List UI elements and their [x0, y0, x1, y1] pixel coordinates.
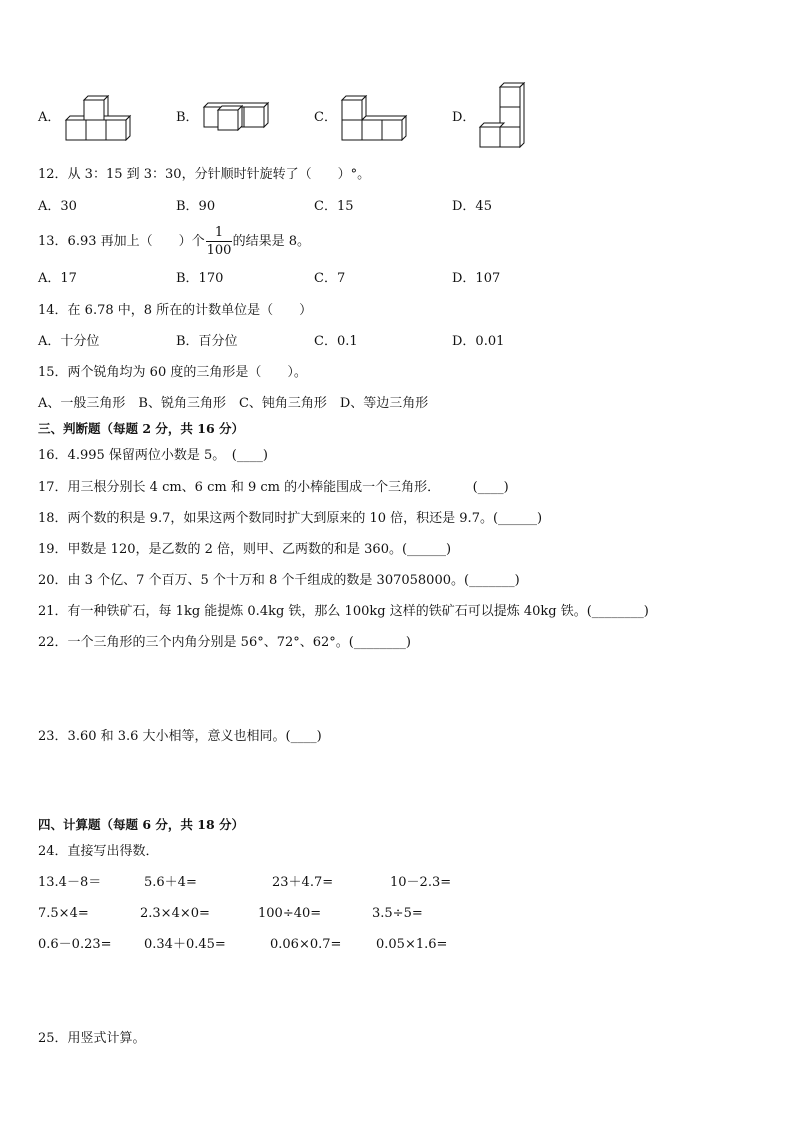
q13-stem [38, 233, 310, 251]
cubes-row-front-icon [202, 101, 272, 131]
q14-option-c: C．0.1 [314, 334, 358, 349]
q11-option-d-label: D． [452, 110, 476, 125]
q23: 23．3.60 和 3.6 大小相等，意义也相同。(____) [38, 729, 322, 744]
q20: 20．由 3 个亿、7 个百万、5 个十万和 8 个千组成的数是 307058000。(_______) [38, 573, 520, 588]
q14-option-b: B．百分位 [176, 334, 238, 349]
cubes-l-left-icon [340, 95, 410, 141]
q12-stem: 12．从 3：15 到 3：30，分针顺时针旋转了（ ）°。 [38, 167, 371, 182]
q12-option-d: D．45 [452, 199, 492, 214]
section-3-title: 三、判断题（每题 2 分，共 16 分） [38, 421, 245, 436]
q13-stem-before: 13．6.93 再加上（ ）个 [38, 234, 205, 249]
q13-stem-after: 的结果是 8。 [232, 234, 311, 249]
calc-item: 13.4－8＝ [38, 875, 102, 890]
q12-option-a: A．30 [38, 199, 77, 214]
calc-item: 10－2.3= [390, 875, 452, 890]
calc-item: 0.6－0.23= [38, 937, 112, 952]
q13-fraction-denominator: 100 [206, 243, 232, 258]
q13-fraction-numerator: 1 [214, 225, 224, 240]
q24-stem: 24．直接写出得数． [38, 844, 159, 859]
cubes-top-left-three-icon [64, 95, 134, 141]
q13-option-c: C．7 [314, 271, 346, 286]
q15-options: A、一般三角形 B、锐角三角形 C、钝角三角形 D、等边三角形 [38, 396, 429, 411]
q25-stem: 25．用竖式计算。 [38, 1031, 146, 1046]
q21: 21．有一种铁矿石，每 1kg 能提炼 0.4kg 铁，那么 100kg 这样的铁矿石可以提炼 40kg 铁。(________) [38, 604, 649, 619]
q12-option-c: C．15 [314, 199, 354, 214]
q19: 19．甲数是 120，是乙数的 2 倍，则甲、乙两数的和是 360。(______) [38, 542, 452, 557]
q22: 22．一个三角形的三个内角分别是 56°、72°、62°。(________) [38, 635, 411, 650]
q14-option-d: D．0.01 [452, 334, 505, 349]
calc-item: 2.3×4×0= [140, 906, 210, 921]
q13-option-b: B．170 [176, 271, 224, 286]
q13-option-a: A．17 [38, 271, 77, 286]
q18: 18．两个数的积是 9.7，如果这两个数同时扩大到原来的 10 倍，积还是 9.7。(______) [38, 511, 543, 526]
q14-option-a: A．十分位 [38, 334, 100, 349]
q12-option-b: B．90 [176, 199, 216, 214]
calc-item: 0.06×0.7= [270, 937, 342, 952]
calc-item: 0.05×1.6= [376, 937, 448, 952]
fraction-bar [206, 241, 232, 242]
q11-option-c-label: C． [314, 110, 337, 125]
q13-fraction [204, 225, 234, 258]
q11-option-a-label: A． [38, 110, 61, 125]
section-4-title: 四、计算题（每题 6 分，共 18 分） [38, 817, 245, 832]
q17: 17．用三根分别长 4 cm、6 cm 和 9 cm 的小棒能围成一个三角形． (____) [38, 480, 509, 495]
calc-item: 5.6＋4= [144, 875, 197, 890]
calc-item: 7.5×4= [38, 906, 89, 921]
calc-item: 3.5÷5= [372, 906, 423, 921]
q13-option-d: D．107 [452, 271, 501, 286]
q11-option-b-label: B． [176, 110, 199, 125]
q16: 16．4.995 保留两位小数是 5。 (____) [38, 448, 268, 463]
q15-stem: 15．两个锐角均为 60 度的三角形是（ ）。 [38, 365, 307, 380]
cubes-tower-right-icon [478, 82, 530, 148]
q14-stem: 14．在 6.78 中，8 所在的计数单位是（ ） [38, 303, 313, 318]
calc-item: 23＋4.7= [272, 875, 334, 890]
calc-item: 100÷40= [258, 906, 322, 921]
calc-item: 0.34＋0.45= [144, 937, 226, 952]
